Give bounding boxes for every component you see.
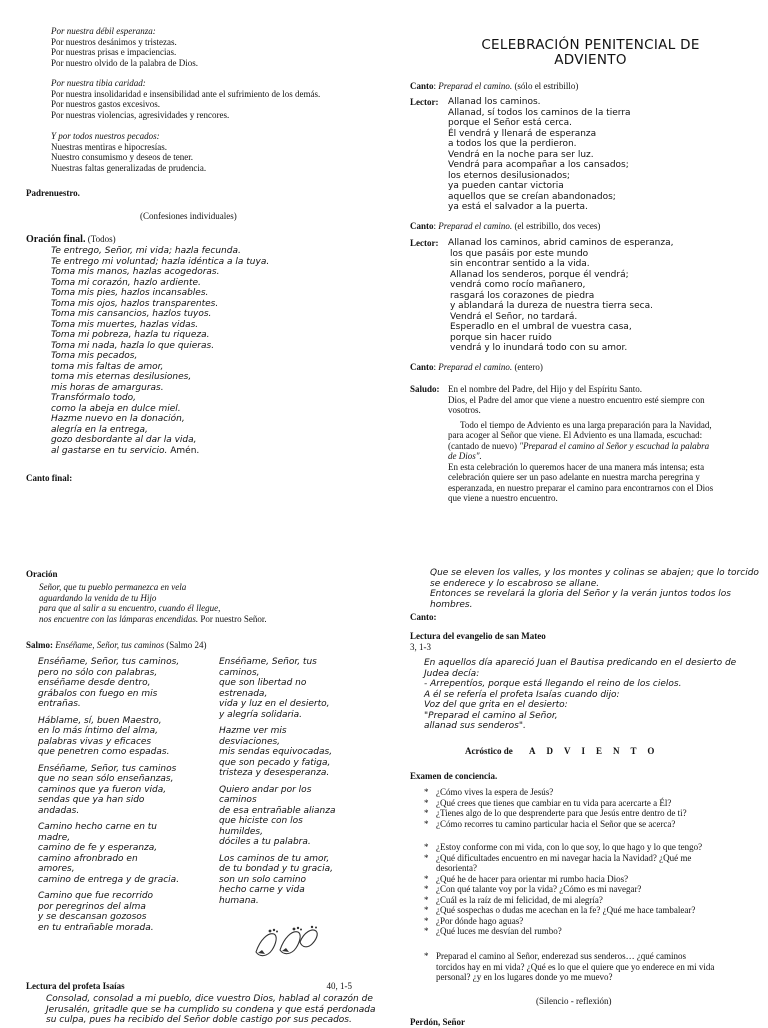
pecados-intro: Y por todos nuestros pecados: (51, 131, 160, 141)
pecados-section (51, 131, 381, 173)
lector-2: Lector: Allanad los caminos, abrid caminos de esperanza, los que pasáis por este mundo sin encontrar sentido a la vida. Allanad los senderos, porque él vendrá; vendrá como rocío mañanero, rasgará los corazones de piedra y ablandará la dureza de nuestra tierra seca. Vendrá el Señor, no tardará. Esperadlo en el umbral de vuestra casa, porque sin hacer ruido vendrá y lo inundará todo con su amor. (410, 238, 674, 353)
saludo-p2-line: para acoger al Señor que viene. El Adviento es una llamada, escuchad: (448, 430, 703, 440)
perdon-heading: Perdón, Señor (410, 1017, 465, 1027)
isaias-line: Jerusalén, gritadle que se ha cumplido su condena y que está perdonada (46, 1004, 376, 1015)
saludo-p3-line: celebración quiere ser un paso adelante en nuestra marcha peregrina y (448, 472, 700, 482)
examen-group-2 (424, 842, 764, 937)
oracion-final-line: gozo desbordante al dar la vida, (51, 435, 197, 445)
salmo-line: tristeza y desesperanza. (219, 768, 330, 778)
salmo-ref: (Salmo 24) (164, 640, 207, 650)
acrostico-label: Acróstico de (465, 746, 513, 756)
salmo-line: que no sean sólo enseñanzas, (38, 774, 174, 784)
salmo-line: humildes, (219, 826, 263, 837)
lector-line: y ablandará la dureza de nuestra tierra seca. (450, 301, 653, 311)
salmo-line: caminos (219, 795, 257, 805)
salmo-line: y alegría solidaria. (219, 709, 303, 720)
saludo-p2-quote-line (448, 441, 762, 452)
examen-group-3 (424, 951, 764, 983)
oracion-final-heading-row (26, 234, 116, 246)
oracion-final-line: Te entrego mi voluntad; hazla idéntica a la tuya. (51, 256, 270, 267)
canto-note: (el estribillo, dos veces) (512, 221, 601, 231)
salmo-line: pero no sólo con palabras, (38, 667, 158, 678)
lector-line: a todos los que la perdieron. (448, 139, 577, 149)
evangelio-line: - Arrepentíos, porque está llegando el reino de los cielos. (424, 679, 682, 689)
oracion-final-line: Toma mis cansancios, hazlos tuyos. (51, 309, 212, 319)
salmo-line: por peregrinos del alma (38, 901, 146, 912)
salmo-line: dóciles a tu palabra. (219, 837, 311, 847)
saludo-quote: "Preparad el camino al Señor y escuchad la palabra (519, 440, 710, 451)
salmo-line: Hazme ver mis (219, 726, 287, 736)
saludo-text (448, 384, 762, 504)
salmo-line: y se descansan gozosos (38, 912, 147, 922)
page-title (418, 38, 763, 68)
salmo-stanza (38, 764, 213, 817)
evangelio-line: allanad sus senderos". (424, 721, 526, 731)
lector-line: Allanad los caminos. (448, 97, 541, 107)
examen-item: * ¿Estoy conforme con mi vida, con lo que soy, lo que hago y lo que tengo? (424, 842, 703, 852)
lector-line: Allanad, sí todos los caminos de la tierra (448, 107, 631, 118)
lector-line: Vendrá en la noche para ser luz. (448, 149, 594, 160)
saludo-line: vosotros. (448, 405, 481, 415)
isaias-line: su culpa, pues ha recibido del Señor doble castigo por sus pecados. (46, 1015, 352, 1025)
canto-note: (sólo el estribillo) (512, 81, 579, 91)
canto-label: Canto (410, 81, 434, 91)
salmo-line: andadas. (38, 805, 80, 816)
salmo-line: Quiero andar por los (219, 784, 312, 795)
salmo-line: Enséñame, Señor, tus (219, 657, 317, 667)
salmo-line: son un solo camino (219, 874, 307, 885)
saludo-p2-line: Todo el tiempo de Adviento es una larga preparación para la Navidad, (460, 419, 712, 430)
saludo-p3-line: esperanzada, en nuestro preparar el camino para encontrarnos con el Dios (448, 482, 714, 493)
lector-line: Él vendrá y llenará de esperanza (448, 128, 597, 139)
isaias-cont-line: Que se eleven los valles, y los montes y colinas se abajen; que lo torcido (430, 568, 759, 578)
salmo-line: camino de entrega y de gracia. (38, 874, 180, 885)
caridad-line: Por nuestras violencias, agresividades y rencores. (51, 109, 230, 120)
canto-1: Canto: Preparad el camino. (sólo el estribillo) (410, 81, 579, 91)
canto-final-heading: Canto final: (26, 473, 73, 483)
salmo-line: Háblame, sí, buen Maestro, (38, 715, 162, 726)
salmo-label: Salmo: (26, 640, 53, 650)
oracion-final-line: al gastarse en tu servicio. (51, 445, 168, 456)
isaias-ref: 40, 1-5 (326, 981, 352, 991)
salmo-line: caminos que ya fueron vida, (38, 784, 167, 795)
acrostico-row (465, 746, 665, 757)
examen-item: * ¿Qué luces me desvían del rumbo? (424, 926, 562, 936)
oracion-final-line: Te entrego, Señor, mi vida; hazla fecunda. (51, 246, 241, 256)
examen-item: * ¿Qué dificultades encuentro en mi navegar hacia la Navidad? ¿Qué me desorienta? (424, 852, 692, 873)
salmo-stanza (219, 726, 389, 779)
salmo-line: palabras vivas y eficaces (38, 736, 152, 747)
oracion-final-line: Toma mi pobreza, hazla tu riqueza. (51, 330, 210, 340)
examen-item: * ¿Qué crees que tienes que cambiar en tu vida para acercarte a Él? (424, 797, 672, 808)
saludo-section: Saludo: En el nombre del Padre, del Hijo y del Espíritu Santo. Dios, el Padre del amor que viene a nuestro encuentro esté siempre con vosotros. Todo el tiempo de Adviento es una larga preparación para la Navidad, para acoger al Señor que viene. El Adviento es una llamada, escuchad: (cantado de nuevo) "Preparad el camino al Señor y escuchad la palabra de Dios". En esta celebración lo queremos hacer de una manera más intensa; esta celebración quiere ser un paso adelante en nuestra marcha peregrina y esperanzada, en nuestro preparar el camino para encontrarnos con el Dios que viene a nuestro encuentro. (410, 384, 762, 395)
evangelio-text (424, 658, 764, 732)
salmo-line: humana. (219, 895, 259, 906)
oracion-line: para que al salir a su encuentro, cuando él llegue, (39, 603, 221, 613)
salmo-line: amores, (38, 864, 75, 874)
examen-item: * ¿Cuál es la raíz de mi felicidad, de mi alegría? (424, 894, 603, 905)
salmo-stanza (38, 822, 213, 885)
pecados-line: Nuestro consumismo y deseos de tener. (51, 152, 193, 162)
salmo-heading-row (26, 640, 207, 651)
oracion-final-line: como la abeja en dulce miel. (51, 403, 181, 414)
examen-item: * ¿Tienes algo de lo que desprenderte para que Jesús entre dentro de ti? (424, 808, 687, 818)
silencio-note: (Silencio - reflexión) (536, 996, 612, 1006)
examen-item: * ¿Con qué talante voy por la vida? ¿Cómo es mi navegar? (424, 884, 642, 894)
lector-line: Allanad los caminos, abrid caminos de esperanza, (448, 238, 674, 248)
oracion-final-last-line (51, 446, 311, 457)
isaias-cont-line: se enderece y lo escabroso se allane. (430, 578, 600, 589)
canto-label: Canto (410, 221, 434, 231)
isaias-line: Consolad, consolad a mi pueblo, dice vuestro Dios, hablad al corazón de (46, 994, 373, 1004)
lector-line: aquellos que se creían abandonados; (448, 191, 616, 202)
oracion-final-line: Toma mi nada, hazla lo que quieras. (51, 340, 215, 351)
evangelio-ref: 3, 1-3 (410, 641, 431, 652)
examen-item: * ¿Qué he de hacer para orientar mi rumbo hacia Dios? (424, 873, 629, 884)
lector-line: vendrá como rocío mañanero, (450, 280, 586, 290)
oracion-final-line: Hazme nuevo en la donación, (51, 414, 185, 424)
footprints-illustration-icon (250, 922, 322, 960)
salmo-line: caminos, (219, 667, 260, 678)
lector-line: los eternos desilusionados; (448, 170, 570, 181)
lector-1: Lector: Allanad los caminos. Allanad, sí todos los caminos de la tierra porque el Señor está cerca. Él vendrá y llenará de esperanza a todos los que la perdieron. Vendrá en la noche para ser luz. Vendrá para acompañar a los cansados; los eternos desilusionados; ya pueden cantar victoria aquellos que se creían abandonados; ya está el salvador a la puerta. (410, 97, 631, 212)
lector-line: porque el Señor está cerca. (448, 118, 572, 128)
pecados-line: Nuestras mentiras e hipocresías. (51, 141, 167, 152)
canto-note: (entero) (512, 362, 543, 372)
lector-1-text (448, 97, 631, 213)
oracion-final-line: mis horas de amarguras. (51, 382, 164, 393)
salmo-line: sendas que ya han sido (38, 795, 145, 805)
title-line: ADVIENTO (554, 52, 627, 68)
caridad-intro: Por nuestra tibia caridad: (51, 78, 146, 88)
esperanza-section (51, 26, 381, 68)
salmo-stanza (219, 657, 389, 720)
examen-item: * ¿Cómo vives la espera de Jesús? (424, 787, 554, 797)
salmo-line: Camino que fue recorrido (38, 891, 154, 901)
evangelio-line: A él se refería el profeta Isaías cuando dijo: (424, 689, 620, 700)
evangelio-heading-block (410, 631, 546, 652)
isaias-continuation (430, 568, 765, 610)
saludo-line: Dios, el Padre del amor que viene a nuestro encuentro esté siempre con (448, 394, 705, 405)
saludo-quote: de Dios". (448, 451, 482, 461)
salmo-stanza (38, 657, 213, 710)
salmo-stanza (38, 716, 213, 758)
canto-heading: Canto: (410, 612, 437, 622)
salmo-col-1 (38, 657, 213, 933)
salmo-line: que son pecado y fatiga, (219, 757, 331, 768)
oracion-final-heading: Oración final. (26, 234, 86, 245)
oracion-text (39, 582, 369, 624)
caridad-line: Por nuestra insolidaridad e insensibilidad ante el sufrimiento de los demás. (51, 88, 321, 99)
evangelio-line: Judea decía: (424, 668, 480, 679)
lector-line: los que pasáis por este mundo (450, 248, 589, 259)
canto-song: Preparad el camino. (438, 221, 513, 231)
title-line: CELEBRACIÓN PENITENCIAL DE (481, 37, 700, 53)
lector-line: ya pueden cantar victoria (448, 181, 564, 191)
salmo-line: camino de fe y esperanza, (38, 843, 158, 853)
oracion-final-note: (Todos) (85, 234, 116, 244)
isaias-cont-line: hombres. (430, 599, 473, 610)
caridad-section (51, 78, 391, 120)
examen-heading: Examen de conciencia. (410, 771, 498, 781)
salmo-col-2 (219, 657, 389, 906)
salmo-line: entrañas. (38, 699, 81, 709)
lector-line: Allanad los senderos, porque él vendrá; (450, 269, 629, 280)
saludo-p3-line: En esta celebración lo queremos hacer de una manera más intensa; esta (448, 461, 705, 472)
oracion-final-text (51, 246, 311, 456)
amen-text: Amén. (167, 445, 200, 456)
isaias-cont-line: Entonces se revelará la gloria del Señor y la verán juntos todos los (430, 589, 731, 599)
oracion-final-line: Toma mis manos, hazlas acogedoras. (51, 267, 220, 277)
salmo-line: estrenada, (219, 688, 268, 699)
salmo-line: que penetren como espadas. (38, 747, 170, 757)
salmo-line: Los caminos de tu amor, (219, 853, 330, 864)
salmo-title: Enséñame, Señor, tus caminos (53, 640, 164, 650)
oracion-line: Señor, que tu pueblo permanezca en vela (39, 582, 187, 592)
lector-line: porque sin hacer ruido (450, 332, 552, 343)
salmo-line: de esa entrañable alianza (219, 805, 336, 816)
canto-song: Preparad el camino. (438, 81, 513, 91)
salmo-stanza (38, 891, 213, 933)
oracion-ending: Por nuestro Señor. (198, 613, 267, 624)
salmo-line: grábalos con fuego en mis (38, 688, 158, 699)
oracion-final-line: Toma mis pecados, (51, 351, 138, 361)
oracion-final-line: toma mis faltas de amor, (51, 361, 164, 372)
lector-label: Lector (410, 238, 436, 248)
caridad-line: Por nuestros gastos excesivos. (51, 99, 160, 109)
salmo-line: de tu bondad y tu gracia, (219, 864, 333, 874)
isaias-text (46, 994, 381, 1026)
evangelio-line: En aquellos día apareció Juan el Bautisa predicando en el desierto de (424, 658, 737, 668)
esperanza-line: Por nuestros desánimos y tristezas. (51, 36, 177, 47)
esperanza-line: Por nuestro olvido de la palabra de Dios. (51, 57, 198, 68)
canto-song: Preparad el camino. (438, 362, 513, 372)
salmo-line: madre, (38, 832, 71, 843)
oracion-final-line: toma mis eternas desilusiones, (51, 372, 192, 382)
salmo-line: Enséñame, Señor, tus caminos, (38, 657, 180, 667)
salmo-line: hecho carne y vida (219, 885, 305, 895)
oracion-final-line: Toma mi corazón, hazlo ardiente. (51, 277, 201, 288)
salmo-line: mis sendas equivocadas, (219, 747, 333, 757)
lector-label: Lector (410, 97, 436, 107)
saludo-cantado: (cantado de nuevo) (448, 440, 520, 451)
evangelio-line: "Preparad el camino al Señor, (424, 710, 558, 721)
evangelio-heading: Lectura del evangelio de san Mateo (410, 631, 546, 641)
lector-2-text (448, 238, 673, 354)
examen-item: * ¿Cómo recorres tu camino particular hacia el Señor que se acerca? (424, 818, 676, 829)
oracion-final-line: Transfórmalo todo, (51, 393, 137, 403)
oracion-line: nos encuentre con las lámparas encendidas. (39, 613, 199, 624)
saludo-p3-line: que viene a nuestro encuentro. (448, 493, 558, 503)
salmo-line: en tu entrañable morada. (38, 922, 154, 933)
salmo-line: camino afronbrado en (38, 853, 138, 864)
oracion-heading: Oración (26, 569, 58, 579)
salmo-line: vida y luz en el desierto, (219, 699, 330, 709)
salmo-line: Camino hecho carne en tu (38, 822, 157, 832)
examen-item: * ¿Por dónde hago aguas? (424, 915, 524, 926)
salmo-line: que hiciste con los (219, 816, 303, 826)
acrostico-word: ADVIENTO (528, 746, 666, 756)
canto-3: Canto: Preparad el camino. (entero) (410, 362, 543, 372)
isaias-heading-row (26, 981, 352, 992)
oracion-final-line: Toma mis pies, hazlos incansables. (51, 288, 209, 298)
isaias-heading: Lectura del profeta Isaías (26, 981, 125, 991)
examen-group-1 (424, 787, 764, 829)
salmo-stanza (219, 854, 389, 907)
lector-line: vendrá y lo inundará todo con su amor. (450, 343, 628, 353)
saludo-line: En el nombre del Padre, del Hijo y del Espíritu Santo. (448, 384, 642, 394)
examen-item: * Preparad el camino al Señor, enderezad sus senderos… ¿qué caminos torcidos hay en mi vida? ¿Qué es lo que el quiere que yo enderece en mi vida personal? ¿y en los lugares donde yo me muevo? (424, 951, 715, 982)
salmo-line: Enséñame, Señor, tus caminos (38, 763, 177, 774)
confesiones-note: (Confesiones individuales) (140, 211, 237, 221)
lector-line: Vendrá para acompañar a los cansados; (448, 160, 629, 170)
salmo-line: que son libertad no (219, 678, 307, 688)
oracion-final-line: Toma mis ojos, hazlos transparentes. (51, 298, 219, 309)
salmo-line: enséñame desde dentro, (38, 678, 151, 688)
salmo-line: en lo más íntimo del alma, (38, 726, 158, 736)
lector-line: ya está el salvador a la puerta. (448, 202, 588, 212)
salmo-line: desviaciones, (219, 736, 281, 747)
oracion-final-line: alegría en la entrega, (51, 424, 148, 435)
esperanza-line: Por nuestras prisas e impaciencias. (51, 47, 177, 57)
oracion-final-line: Toma mis muertes, hazlas vidas. (51, 319, 199, 330)
lector-line: Esperadlo en el umbral de vuestra casa, (450, 322, 632, 332)
evangelio-line: Voz del que grita en el desierto: (424, 700, 568, 710)
lector-line: sin encontrar sentido a la vida. (450, 259, 590, 269)
lector-line: Vendrá el Señor, no tardará. (450, 311, 578, 322)
saludo-label: Saludo (410, 384, 437, 394)
pecados-line: Nuestras faltas generalizadas de prudencia. (51, 162, 207, 173)
examen-item: * ¿Qué sospechas o dudas me acechan en la fe? ¿Qué me hace tambalear? (424, 905, 696, 915)
canto-label: Canto (410, 362, 434, 372)
salmo-stanza (219, 785, 389, 848)
oracion-line: aguardando la venida de tu Hijo (39, 592, 157, 603)
canto-2: Canto: Preparad el camino. (el estribillo, dos veces) (410, 221, 601, 231)
padrenuestro-heading: Padrenuestro. (26, 188, 80, 198)
lector-line: rasgará los corazones de piedra (450, 290, 595, 301)
esperanza-intro: Por nuestra débil esperanza: (51, 26, 156, 36)
